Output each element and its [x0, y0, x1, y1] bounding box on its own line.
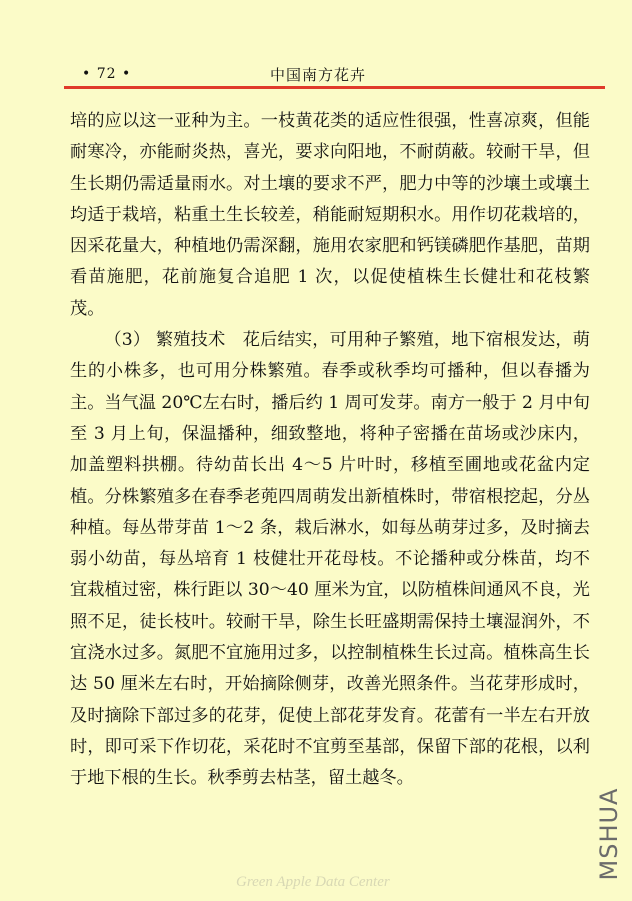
side-watermark-text: MSHUA — [595, 787, 623, 881]
paragraph-1: 培的应以这一亚种为主。一枝黄花类的适应性很强，性喜凉爽，但能耐寒冷，亦能耐炎热，喜光，要求向阳地，不耐荫蔽。较耐干旱，但生长期仍需适量雨水。对土壤的要求不严，肥力中等的沙壤土或壤土均适于栽培，粘重土生长较差，稍能耐短期积水。用作切花栽培的，因采花量大，种植地仍需深翻，施用农家肥和钙镁磷肥作基肥，苗期看苗施肥，花前施复合追肥 1 次，以促使植株生长健壮和花枝繁茂。 — [70, 111, 590, 319]
page-number: • 72 • — [82, 66, 132, 82]
paragraph-2: （3） 繁殖技术 花后结实，可用种子繁殖，地下宿根发达，萌生的小株多，也可用分株繁殖。春季或秋季均可播种，但以春播为主。当气温 20℃左右时，播后约 1 周可发芽。南方一般于 2 月中旬至 3 月上旬，保温播种，细致整地，将种子密播在苗场或沙床内，加盖塑料拱棚。待幼苗长出 4～5 片叶时，移植至圃地或花盆内定植。分株繁殖多在春季老蔸四周萌发出新植株时，带宿根挖起，分丛种植。每丛带芽苗 1～2 条，栽后淋水，如每丛萌芽过多，及时摘去弱小幼苗，每丛培育 1 枝健壮开花母枝。不论播种或分株苗，均不宜栽植过密，株行距以 30～40 厘米为宜，以防植株间通风不良，光照不足，徒长枝叶。较耐干旱，除生长旺盛期需保持土壤湿润外，不宜浇水过多。氮肥不宜施用过多，以控制植株生长过高。植株高生长达 50 厘米左右时，开始摘除侧芽，改善光照条件。当花芽形成时，及时摘除下部过多的花芽，促使上部花芽发育。花蕾有一半左右开放时，即可采下作切花，采花时不宜剪至基部，保留下部的花根，以利于地下根的生长。秋季剪去枯茎，留土越冬。 — [70, 330, 590, 789]
bottom-watermark: Green Apple Data Center — [236, 874, 390, 890]
running-title: 中国南方花卉 — [270, 66, 367, 84]
page-header — [78, 64, 605, 86]
header-rule — [64, 86, 605, 89]
side-watermark — [596, 779, 622, 889]
body-text — [70, 106, 590, 795]
